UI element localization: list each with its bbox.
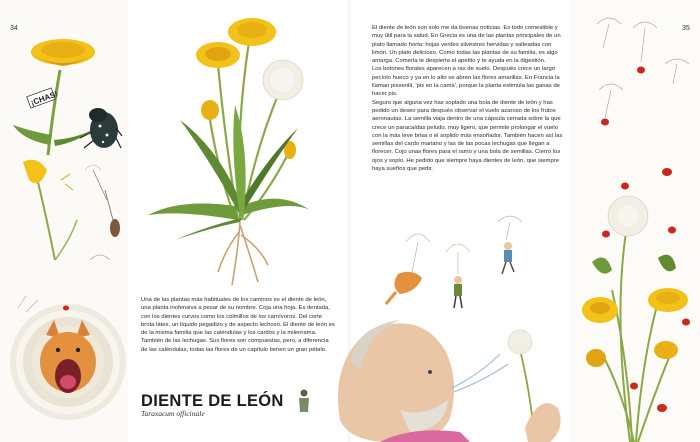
page-number-left: 34	[10, 25, 18, 32]
svg-text:¡CHAS!: ¡CHAS!	[29, 89, 60, 108]
man-head-icon	[338, 320, 454, 442]
wilted-flower-and-seeds-illustration	[15, 150, 123, 290]
dandelion-plant-illustration	[140, 10, 315, 290]
breath-stream-icon	[452, 354, 508, 392]
fox-in-seed-head-illustration	[8, 290, 126, 430]
yellow-flower-icons	[582, 288, 688, 367]
page-title: DIENTE DE LEÓN	[141, 392, 284, 410]
beetle-biting-flower-illustration	[8, 20, 123, 160]
right-paragraph-1: El diente de león son solo me da buenas noticias. Es todo comestible y muy útil para la salud. En Grecia es una de las plantas principales de un plato llamado horta: hojas verdes silvestres hervidas y salteadas con limón. Un plato delicioso. Como todas las plantas de su familia, es algo amarga. Comerla te despierta el apetito y te ayuda en la digestión.	[372, 25, 561, 65]
right-body-text	[372, 24, 568, 173]
dandelion-bouquet-illustration	[572, 190, 700, 442]
left-body-text: Una de las plantas más habituales de los caminos es el diente de león, una planta inofensiva a pesar de su nombre. Coja una hoja. Es dentada, con los dientes curvos como los colmillos de los carnívoros. Del corte brota látex, un líquido pegadizo y de aspecto lechoso. El diente de león es de la misma familia que las caléndulas y los cardos y la milenrama. También de las lechugas. Sus flores son compuestas, pero, a diferencia de las caléndulas, todas las flores de un capítulo tienen un gran pétalo.	[141, 297, 335, 353]
small-figure-icon	[296, 388, 312, 414]
leaf-icons	[592, 255, 676, 274]
right-paragraph-2: Los botones florales aparecen a ras de suelo. Después crece un largo pecíolo hueco y ya en lo alto se abren las flores amarillas. En Francia la llaman pissenlit, 'pis en la cama', porque la planta estimula las ganas de hacer pis.	[372, 66, 560, 98]
child-hanging-icon	[502, 242, 514, 274]
right-paragraph-3: Seguro que alguna vez has soplado una bola de diente de león y has pedido un deseo para después observar el vuelo azaroso de los frutos aeronautas. La semilla viaja dentro de una cápsula cerrada sobre la que crece un paracaídas peludo, muy ligero, que permite prolongar el vuelo con la más leve brisa o el soplido más ensoñador. También hacen así las semillas del cardo mariano y las de las pocas lechugas que llegan a florecer. Cojo unas flores para el ramo y una bola de semillas. Cierro los ojos y soplo. He pedido que siempre haya dientes de león, que siempre haya sueños que pedir.	[372, 99, 563, 173]
yellow-flower-head	[31, 39, 95, 66]
seeds-and-ladybugs-illustration	[585, 14, 700, 194]
seed-parachute-icon	[85, 165, 107, 200]
ladybug-icon	[601, 67, 672, 190]
beetle-icon	[80, 108, 122, 148]
seed-puffball-icon	[608, 196, 648, 236]
seed-puffball-icon	[263, 60, 303, 100]
page-number-right: 35	[682, 25, 690, 32]
roots-icon	[218, 222, 268, 285]
leaves	[148, 105, 310, 240]
ladybug-icon	[63, 306, 69, 311]
man-blowing-dandelion-illustration	[330, 300, 570, 442]
scientific-name: Taraxacum officinale	[141, 409, 205, 418]
hanging-bug-icon	[105, 190, 120, 237]
